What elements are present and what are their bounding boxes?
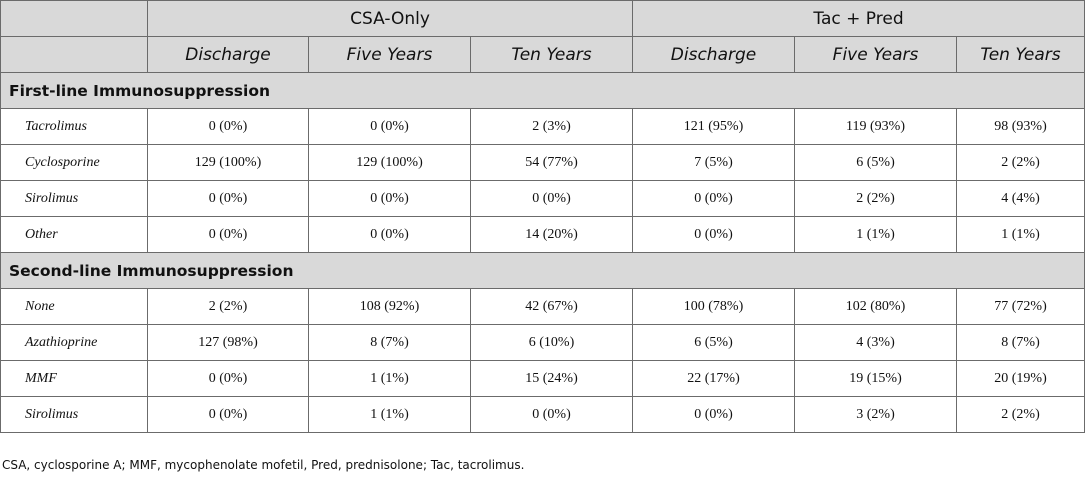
table-row: [1, 397, 1085, 433]
table-row: [1, 361, 1085, 397]
table-cell: 22 (17%): [633, 361, 795, 397]
subheader-csa-ten-years: Ten Years: [471, 37, 633, 73]
group-header-row: [1, 1, 1085, 37]
table-cell: 0 (0%): [148, 181, 309, 217]
subheader-csa-five-years: Five Years: [309, 37, 471, 73]
table-cell: 2 (2%): [957, 145, 1085, 181]
table-cell: 0 (0%): [309, 109, 471, 145]
table-cell: 0 (0%): [633, 397, 795, 433]
section-title: First-line Immunosuppression: [1, 73, 1085, 109]
corner-cell: [1, 37, 148, 73]
row-label: Azathioprine: [1, 325, 148, 361]
corner-cell: [1, 1, 148, 37]
subheader-csa-discharge: Discharge: [148, 37, 309, 73]
table-cell: 2 (2%): [795, 181, 957, 217]
table-row: [1, 325, 1085, 361]
row-label: Sirolimus: [1, 181, 148, 217]
table-cell: 3 (2%): [795, 397, 957, 433]
table-row: [1, 289, 1085, 325]
table-cell: 42 (67%): [471, 289, 633, 325]
row-label: MMF: [1, 361, 148, 397]
group-header-csa-only: CSA-Only: [148, 1, 633, 37]
table-cell: 0 (0%): [148, 361, 309, 397]
table-cell: 8 (7%): [309, 325, 471, 361]
table-row: [1, 217, 1085, 253]
table-row: [1, 145, 1085, 181]
row-label: Cyclosporine: [1, 145, 148, 181]
section-header-row: [1, 253, 1085, 289]
subheader-tac-ten-years: Ten Years: [957, 37, 1085, 73]
table-cell: 77 (72%): [957, 289, 1085, 325]
table-cell: 108 (92%): [309, 289, 471, 325]
table-cell: 121 (95%): [633, 109, 795, 145]
table-cell: 129 (100%): [309, 145, 471, 181]
table-row: [1, 109, 1085, 145]
table-cell: 54 (77%): [471, 145, 633, 181]
table-cell: 0 (0%): [633, 181, 795, 217]
table-cell: 8 (7%): [957, 325, 1085, 361]
group-header-tac-pred: Tac + Pred: [633, 1, 1085, 37]
table-cell: 2 (3%): [471, 109, 633, 145]
table-cell: 7 (5%): [633, 145, 795, 181]
table-cell: 6 (5%): [633, 325, 795, 361]
row-label: Other: [1, 217, 148, 253]
table-cell: 2 (2%): [957, 397, 1085, 433]
table-cell: 0 (0%): [633, 217, 795, 253]
table-cell: 19 (15%): [795, 361, 957, 397]
section-title: Second-line Immunosuppression: [1, 253, 1085, 289]
table-cell: 129 (100%): [148, 145, 309, 181]
subheader-tac-five-years: Five Years: [795, 37, 957, 73]
table-cell: 100 (78%): [633, 289, 795, 325]
table-cell: 0 (0%): [309, 181, 471, 217]
table-cell: 119 (93%): [795, 109, 957, 145]
footnote: CSA, cyclosporine A; MMF, mycophenolate mofetil, Pred, prednisolone; Tac, tacrolimus.: [2, 458, 525, 472]
table-cell: 0 (0%): [148, 217, 309, 253]
table-cell: 14 (20%): [471, 217, 633, 253]
subheader-tac-discharge: Discharge: [633, 37, 795, 73]
table-cell: 0 (0%): [148, 397, 309, 433]
table-cell: 0 (0%): [309, 217, 471, 253]
table-cell: 1 (1%): [957, 217, 1085, 253]
table-cell: 6 (5%): [795, 145, 957, 181]
table-cell: 1 (1%): [309, 361, 471, 397]
table-cell: 98 (93%): [957, 109, 1085, 145]
table-cell: 2 (2%): [148, 289, 309, 325]
table-cell: 0 (0%): [148, 109, 309, 145]
table-cell: 6 (10%): [471, 325, 633, 361]
table-cell: 127 (98%): [148, 325, 309, 361]
table-row: [1, 181, 1085, 217]
section-header-row: [1, 73, 1085, 109]
table-cell: 102 (80%): [795, 289, 957, 325]
table-cell: 15 (24%): [471, 361, 633, 397]
table-cell: 4 (4%): [957, 181, 1085, 217]
row-label: Sirolimus: [1, 397, 148, 433]
table-cell: 0 (0%): [471, 181, 633, 217]
table-cell: 4 (3%): [795, 325, 957, 361]
row-label: Tacrolimus: [1, 109, 148, 145]
table-cell: 1 (1%): [795, 217, 957, 253]
table-cell: 0 (0%): [471, 397, 633, 433]
table-body: [1, 73, 1085, 433]
table-cell: 1 (1%): [309, 397, 471, 433]
subcolumn-header-row: [1, 37, 1085, 73]
row-label: None: [1, 289, 148, 325]
table-cell: 20 (19%): [957, 361, 1085, 397]
